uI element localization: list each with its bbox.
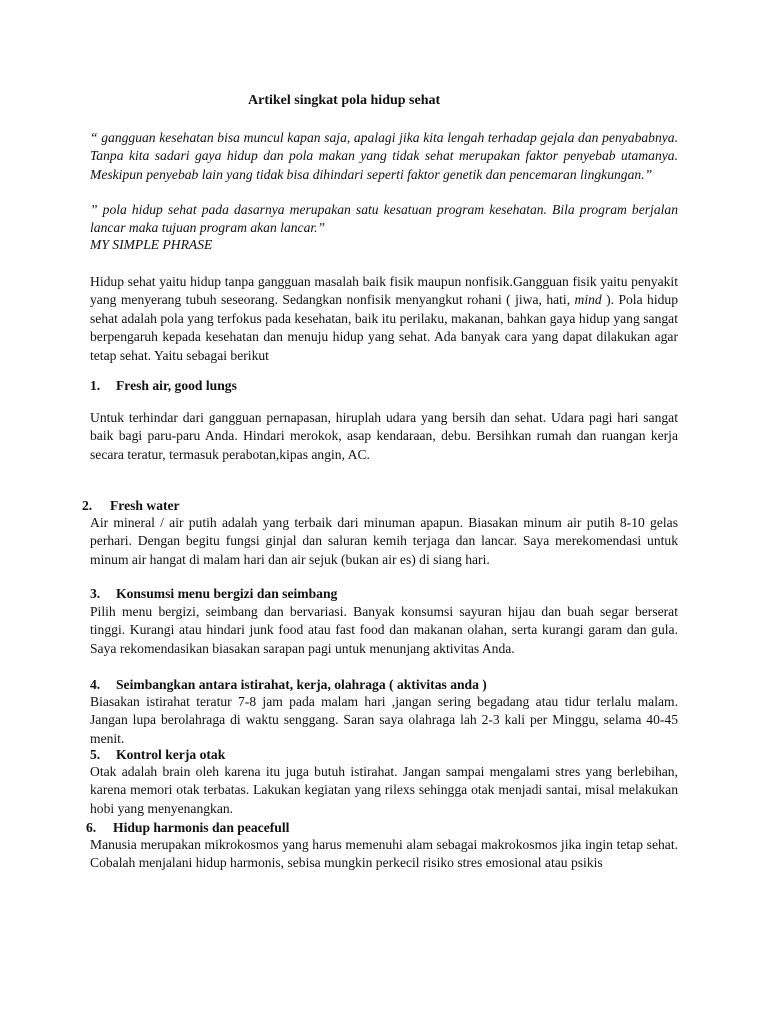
section-heading-text: Fresh air, good lungs xyxy=(116,378,237,393)
section-paragraph-6: Manusia merupakan mikrokosmos yang harus memenuhi alam sebagai makrokosmos jika ingin tetap sehat. Cobalah menjalani hidup harmonis, sebisa mungkin perkecil risiko stres emosional atau psikis xyxy=(90,837,678,871)
opening-quote: “ gangguan kesehatan bisa muncul kapan saja, apalagi jika kita lengah terhadap gejala dan penyababnya. Tanpa kita sadari gaya hidup dan pola makan yang tidak sehat merupakan faktor penyebab utamanya. Meskipun penyebab lain yang tidak bisa dihindari seperti faktor genetik dan pencemaran lingkungan.” xyxy=(90,130,678,182)
intro-text-part1: Hidup sehat yaitu hidup tanpa gangguan masalah baik fisik maupun nonfisik.Gangguan fisik yaitu penyakit yang menyerang tubuh seseorang. Sedangkan nonfisik menyangkut rohani ( jiwa, hati, xyxy=(90,274,678,308)
section-paragraph-2: Air mineral / air putih adalah yang terbaik dari minuman apapun. Biasakan minum air putih 8-10 gelas perhari. Dengan begitu fungsi ginjal dan saluran kemih terjaga dan lancar. Saya merekomendasi untuk minum air hangat di malam hari dan air sejuk (bukan air es) di siang hari. xyxy=(90,515,678,567)
section-heading-5 xyxy=(90,746,225,764)
section-heading-text: Fresh water xyxy=(110,498,180,513)
section-number: 5. xyxy=(90,747,101,762)
section-number: 6. xyxy=(86,820,97,835)
section-heading-text: Seimbangkan antara istirahat, kerja, olahraga ( aktivitas anda ) xyxy=(116,677,487,692)
section-number: 1. xyxy=(90,378,101,393)
section-heading-text: Kontrol kerja otak xyxy=(116,747,226,762)
section-paragraph-3: Pilih menu bergizi, seimbang dan bervariasi. Banyak konsumsi sayuran hijau dan buah segar berserat tinggi. Kurangi atau hindari junk food atau fast food dan makanan olahan, serta kurangi garam dan gula. Saya rekomendasikan biasakan sarapan pagi untuk menunjang aktivitas Anda. xyxy=(90,604,678,656)
section-paragraph-4: Biasakan istirahat teratur 7-8 jam pada malam hari ,jangan sering begadang atau tidur terlalu malam. Jangan lupa berolahraga di waktu senggang. Saran saya olahraga lah 2-3 kali per Minggu, selama 40-45 menit. xyxy=(90,694,678,746)
section-heading-6 xyxy=(86,819,289,837)
section-heading-text: Konsumsi menu bergizi dan seimbang xyxy=(116,586,338,601)
second-quote: ” pola hidup sehat pada dasarnya merupakan satu kesatuan program kesehatan. Bila program berjalan lancar maka tujuan program akan lancar.” xyxy=(90,202,678,236)
section-number: 2. xyxy=(82,498,93,513)
section-heading-1 xyxy=(90,377,237,395)
document-title: Artikel singkat pola hidup sehat xyxy=(248,93,441,108)
simple-phrase-label: MY SIMPLE PHRASE xyxy=(90,237,213,252)
intro-text-part2: ). Pola hidup sehat adalah pola yang terfokus pada kesehatan, baik itu perilaku, makanan, bahkan gaya hidup yang sangat berpengaruh kepada kesehatan dan menuju hidup yang sehat. Ada banyak cara yang dapat dilakukan agar tetap sehat. Yaitu sebagai berikut xyxy=(90,292,678,363)
section-paragraph-1: Untuk terhindar dari gangguan pernapasan, hiruplah udara yang bersih dan sehat. Udara pagi hari sangat baik bagi paru-paru Anda. Hindari merokok, asap kendaraan, debu. Bersihkan rumah dan ruangan kerja secara teratur, termasuk perabotan,kipas angin, AC. xyxy=(90,410,678,462)
intro-mind-word: mind xyxy=(574,292,602,308)
intro-paragraph xyxy=(90,273,678,365)
section-heading-3 xyxy=(90,585,337,603)
section-heading-2 xyxy=(82,497,180,515)
section-heading-4 xyxy=(90,676,487,694)
section-number: 4. xyxy=(90,677,101,692)
section-number: 3. xyxy=(90,586,101,601)
section-heading-text: Hidup harmonis dan peacefull xyxy=(113,820,290,835)
section-paragraph-5: Otak adalah brain oleh karena itu juga butuh istirahat. Jangan sampai mengalami stres yang berlebihan, karena memori otak terbatas. Lakukan kegiatan yang rilexs sehingga otak menjadi santai, misal melakukan hobi yang menyenangkan. xyxy=(90,764,678,816)
